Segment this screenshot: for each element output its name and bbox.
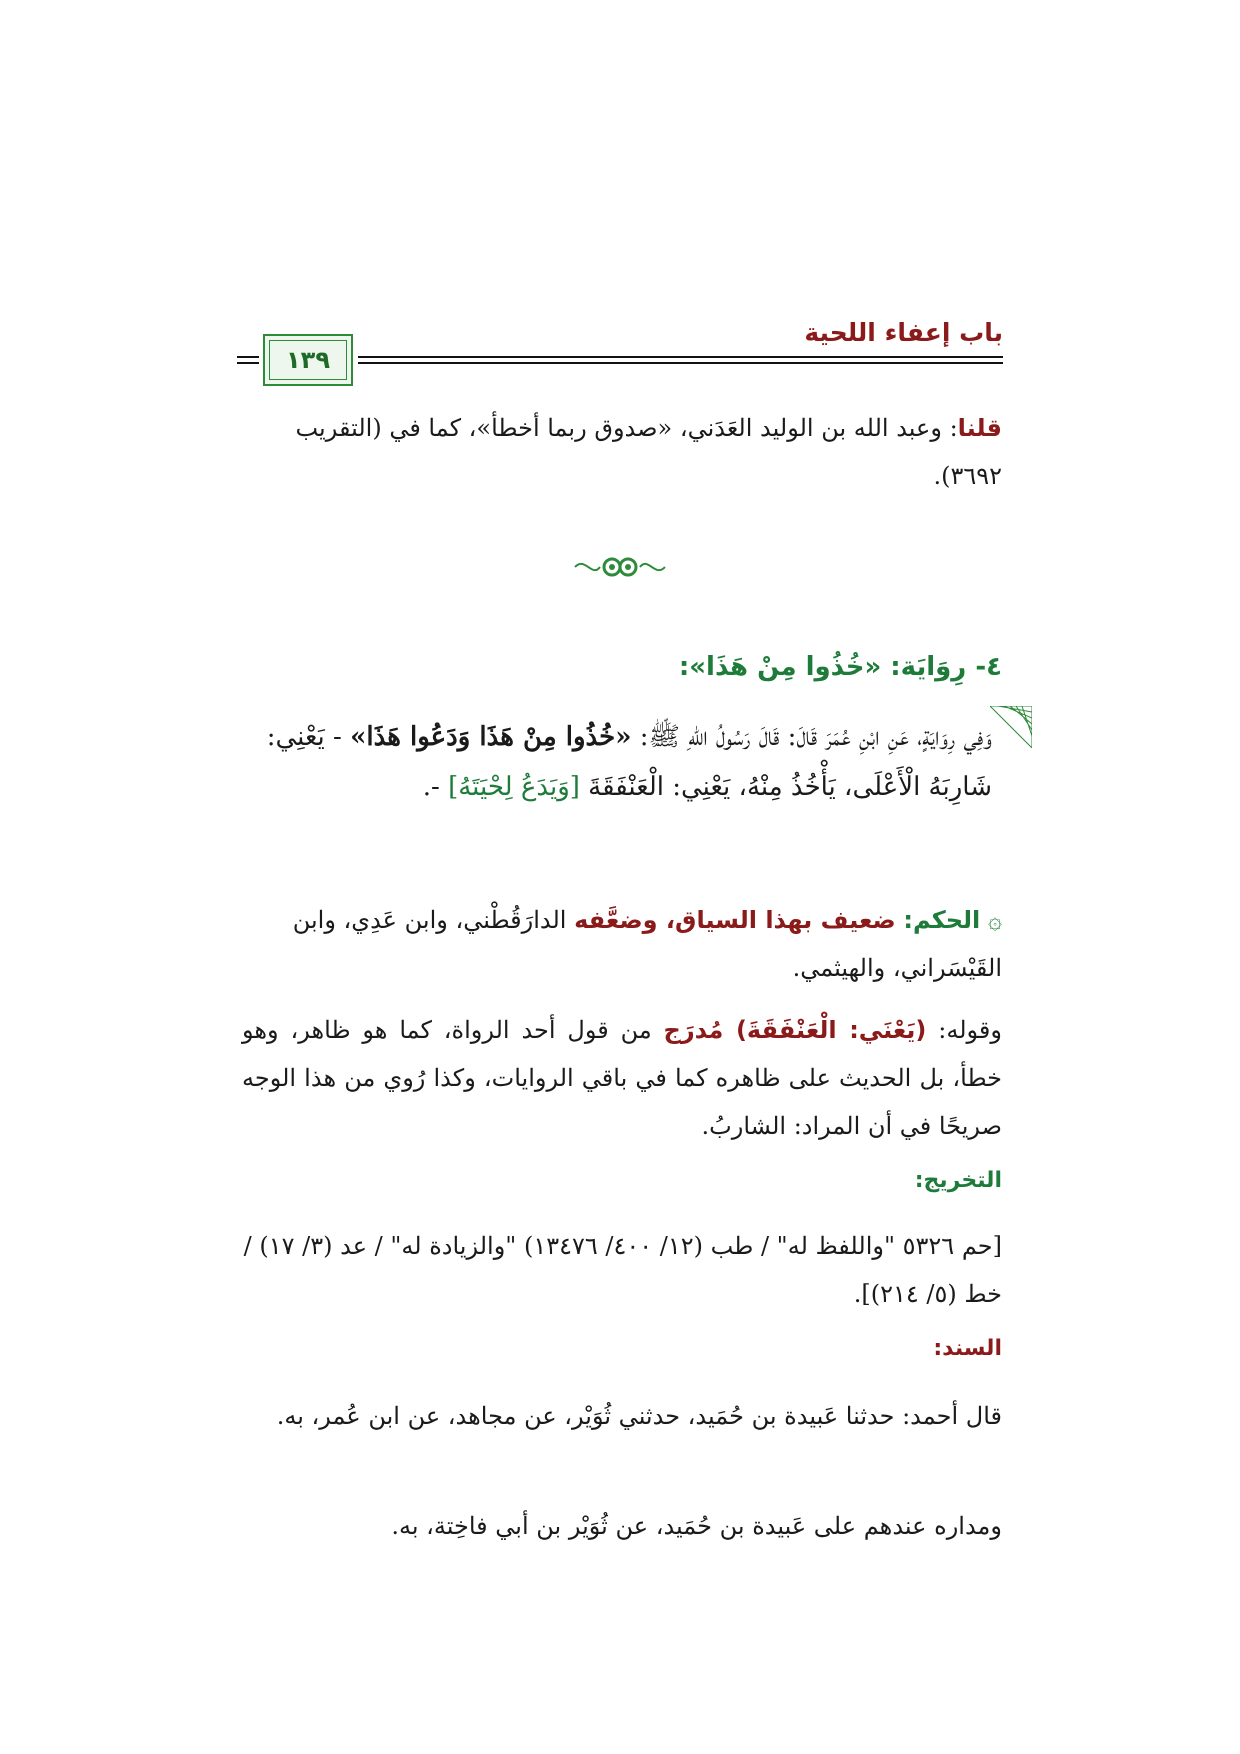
header-rule-left-bottom [237, 362, 259, 364]
takhrij-text: [حم ٥٣٢٦ "واللفظ له" / طب (١٢/ ٤٠٠/ ١٣٤٧٦) "والزيادة له" / عد (٣/ ١٧) / خط (٥/ ٢١٤)]. [243, 1232, 1002, 1308]
hadith-middle: - يَعْنِي: شَارِبَهُ الْأَعْلَى، يَأْخُذُ مِنْهُ، يَعْنِي: الْعَنْفَقَةَ [266, 722, 992, 802]
header-rule-left-top [237, 356, 259, 358]
hadith-end: -. [422, 772, 449, 802]
hadith-text [232, 712, 992, 812]
takhrij-heading: التخريج: [914, 1168, 1002, 1193]
ruling-verdict: ضعيف بهذا السياق، وضعَّفه [574, 906, 896, 934]
floral-ornament-icon [570, 552, 670, 582]
hadith-quote: «خُذُوا مِنْ هَذَا وَدَعُوا هَذَا» [350, 722, 632, 752]
header-rule-right-top [358, 356, 1003, 358]
ruling-symbol-icon: ۞ [987, 906, 1002, 934]
section-number: ٤- [975, 652, 1002, 682]
page-number: ١٣٩ [286, 346, 330, 374]
note-paragraph [242, 1006, 1002, 1150]
intro-paragraph [242, 404, 1002, 500]
header-rule-right-bottom [358, 362, 1003, 364]
hadith-addition: [وَيَدَعُ لِحْيَتَهُ] [448, 772, 580, 802]
section-heading [679, 652, 1002, 682]
ruling-rest: الدارَقُطْني، وابن عَدِي، وابن القَيْسَراني، والهيثمي. [292, 906, 1002, 982]
sanad-heading: السند: [933, 1336, 1002, 1361]
note-rest: من قول أحد الرواة، كما هو ظاهر، وهو خطأ، بل الحديث على ظاهره كما في باقي الروايات، وكذا رُوي من هذا الوجه صريحًا في أن المراد: الشاربُ. [242, 1016, 1002, 1140]
intro-text: : وعبد الله بن الوليد العَدَني، «صدوق ربما أخطأ»، كما في (التقريب ٣٦٩٢). [295, 414, 1002, 490]
sanad-paragraph-2: ومداره عندهم على عَبيدة بن حُمَيد، عن ثُوَيْر بن أبي فاخِتة، به. [391, 1512, 1002, 1540]
corner-ornament-icon [990, 706, 1032, 748]
hadith-block [232, 712, 1002, 812]
note-highlight: (يَعْنَي: الْعَنْفَقَةَ) مُدرَج [663, 1016, 927, 1044]
note-lead: وقوله: [926, 1016, 1002, 1044]
ruling-label: الحكم: [903, 906, 981, 934]
hadith-lead: وَفِي رِوَايَةٍ، عَنِ ابْنِ عُمَرَ قَالَ: قَالَ رَسُولُ اللهِ ﷺ: [631, 722, 992, 752]
chapter-title: باب إعفاء اللحية [804, 318, 1003, 347]
page-number-badge [263, 334, 353, 386]
section-title: رِوَايَة: «خُذُوا مِنْ هَذَا»: [678, 652, 967, 682]
sanad-paragraph-1: قال أحمد: حدثنا عَبيدة بن حُمَيد، حدثني ثُوَيْر، عن مجاهد، عن ابن عُمر، به. [276, 1402, 1002, 1430]
ruling-paragraph [242, 896, 1002, 992]
intro-label: قلنا [957, 414, 1002, 442]
ornament-divider [0, 552, 1240, 586]
